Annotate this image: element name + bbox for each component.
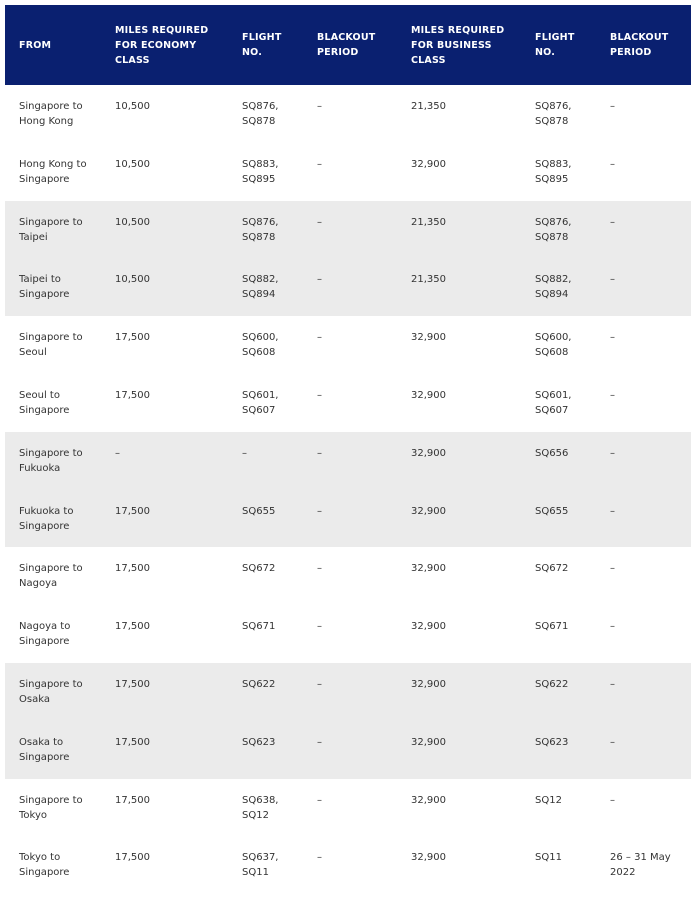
cell-economy-miles: [101, 432, 228, 490]
cell-text: Singapore: [19, 173, 70, 185]
cell-text: 32,900: [411, 621, 446, 633]
cell-business-blackout: [596, 201, 691, 259]
table-row: [5, 143, 691, 201]
cell-text: Nagoya: [19, 578, 58, 590]
table-row: [5, 490, 691, 548]
cell-economy-flight-no: [228, 143, 303, 201]
cell-text: SQ878: [242, 116, 276, 127]
cell-text: Singapore to: [19, 678, 83, 690]
cell-text: Singapore: [19, 404, 70, 416]
cell-text: 32,900: [411, 505, 446, 517]
cell-business-miles: [397, 143, 521, 201]
cell-from: [5, 836, 101, 894]
cell-text: SQ600,: [242, 332, 279, 344]
cell-text: 17,500: [115, 852, 150, 864]
cell-business-flight-no: [521, 721, 596, 779]
cell-business-miles: [397, 201, 521, 259]
cell-economy-flight-no: [228, 663, 303, 721]
cell-business-flight-no: [521, 779, 596, 837]
cell-text: –: [317, 332, 322, 344]
cell-business-miles: [397, 432, 521, 490]
cell-economy-flight-no: [228, 605, 303, 663]
cell-economy-miles: [101, 374, 228, 432]
cell-text: Singapore to: [19, 447, 83, 459]
cell-text: SQ608: [535, 347, 569, 359]
cell-text: SQ601,: [535, 389, 572, 401]
cell-business-blackout: [596, 85, 691, 143]
cell-business-blackout: [596, 432, 691, 490]
header-text: FROM: [19, 39, 52, 51]
table-row: [5, 547, 691, 605]
award-miles-table: [5, 5, 691, 894]
cell-economy-blackout: [303, 316, 397, 374]
cell-text: –: [610, 274, 615, 286]
header-text: MILES REQUIRED: [411, 24, 505, 36]
cell-text: SQ672: [535, 563, 569, 575]
cell-economy-blackout: [303, 663, 397, 721]
cell-business-miles: [397, 547, 521, 605]
cell-text: Seoul: [19, 347, 47, 359]
cell-economy-flight-no: [228, 316, 303, 374]
table-row: [5, 779, 691, 837]
cell-text: 32,900: [411, 678, 446, 690]
cell-from: [5, 779, 101, 837]
table-row: [5, 201, 691, 259]
cell-text: Tokyo: [19, 809, 47, 821]
cell-economy-blackout: [303, 143, 397, 201]
cell-economy-flight-no: [228, 721, 303, 779]
cell-text: 10,500: [115, 158, 150, 170]
cell-text: –: [317, 158, 322, 170]
cell-text: –: [610, 332, 615, 344]
cell-economy-miles: [101, 490, 228, 548]
cell-text: 10,500: [115, 216, 150, 228]
header-text: FOR BUSINESS: [411, 39, 492, 51]
cell-text: –: [317, 852, 322, 864]
cell-text: Singapore: [19, 289, 70, 301]
cell-text: SQ895: [535, 173, 569, 185]
cell-economy-flight-no: [228, 547, 303, 605]
cell-business-miles: [397, 258, 521, 316]
cell-text: 32,900: [411, 563, 446, 575]
cell-business-miles: [397, 836, 521, 894]
cell-text: –: [610, 101, 615, 112]
cell-text: Singapore: [19, 867, 70, 879]
cell-text: 32,900: [411, 736, 446, 748]
cell-text: SQ656: [535, 447, 569, 459]
cell-business-flight-no: [521, 432, 596, 490]
cell-from: [5, 721, 101, 779]
cell-economy-miles: [101, 721, 228, 779]
cell-text: 17,500: [115, 678, 150, 690]
cell-text: 21,350: [411, 101, 446, 112]
header-economy-blackout: [303, 5, 397, 85]
cell-text: SQ883,: [242, 158, 279, 170]
table-row: [5, 605, 691, 663]
cell-business-miles: [397, 663, 521, 721]
cell-economy-flight-no: [228, 432, 303, 490]
cell-text: Osaka to: [19, 736, 64, 748]
cell-economy-blackout: [303, 836, 397, 894]
header-text: CLASS: [115, 54, 150, 66]
cell-economy-flight-no: [228, 85, 303, 143]
cell-business-flight-no: [521, 143, 596, 201]
header-business-flight-no: [521, 5, 596, 85]
cell-text: Seoul to: [19, 389, 60, 401]
header-text: NO.: [242, 47, 263, 58]
header-text: FLIGHT: [535, 32, 575, 43]
cell-text: 32,900: [411, 389, 446, 401]
header-text: BLACKOUT: [610, 32, 669, 43]
cell-economy-flight-no: [228, 374, 303, 432]
cell-text: –: [317, 678, 322, 690]
cell-text: SQ671: [242, 621, 276, 633]
cell-economy-miles: [101, 547, 228, 605]
cell-text: SQ876,: [242, 216, 279, 228]
cell-business-flight-no: [521, 374, 596, 432]
header-economy-flight-no: [228, 5, 303, 85]
award-miles-table-container: [5, 5, 691, 894]
cell-text: SQ623: [242, 736, 276, 748]
table-row: [5, 721, 691, 779]
table-row: [5, 374, 691, 432]
cell-text: SQ882,: [242, 274, 279, 286]
cell-business-miles: [397, 85, 521, 143]
cell-from: [5, 143, 101, 201]
header-text: FOR ECONOMY: [115, 39, 197, 51]
cell-text: 32,900: [411, 158, 446, 170]
cell-economy-miles: [101, 85, 228, 143]
cell-text: –: [317, 101, 322, 112]
cell-text: 17,500: [115, 505, 150, 517]
table-row: [5, 258, 691, 316]
header-text: PERIOD: [317, 47, 359, 58]
cell-text: 21,350: [411, 216, 446, 228]
cell-business-flight-no: [521, 663, 596, 721]
cell-business-blackout: [596, 374, 691, 432]
cell-economy-blackout: [303, 721, 397, 779]
cell-text: Tokyo to: [19, 852, 61, 864]
cell-text: –: [317, 794, 322, 806]
cell-text: –: [317, 447, 322, 459]
cell-text: SQ622: [242, 678, 276, 690]
cell-text: –: [317, 505, 322, 517]
cell-text: –: [610, 621, 615, 633]
cell-business-blackout: [596, 721, 691, 779]
cell-business-flight-no: [521, 258, 596, 316]
cell-text: –: [610, 216, 615, 228]
cell-text: –: [317, 736, 322, 748]
cell-business-flight-no: [521, 85, 596, 143]
cell-text: SQ638,: [242, 794, 279, 806]
cell-text: SQ12: [242, 809, 269, 821]
cell-text: 10,500: [115, 101, 150, 112]
cell-business-blackout: [596, 663, 691, 721]
cell-text: SQ671: [535, 621, 569, 633]
cell-text: SQ876,: [242, 101, 279, 112]
cell-business-flight-no: [521, 201, 596, 259]
cell-text: Singapore: [19, 751, 70, 763]
cell-text: Taipei: [19, 231, 48, 243]
header-row: [5, 5, 691, 85]
cell-text: SQ600,: [535, 332, 572, 344]
cell-text: Singapore to: [19, 794, 83, 806]
cell-text: SQ882,: [535, 274, 572, 286]
cell-text: 17,500: [115, 794, 150, 806]
cell-text: –: [610, 736, 615, 748]
cell-from: [5, 374, 101, 432]
cell-economy-flight-no: [228, 490, 303, 548]
cell-text: SQ878: [535, 116, 569, 127]
cell-text: –: [610, 447, 615, 459]
cell-business-blackout: [596, 779, 691, 837]
cell-text: 17,500: [115, 332, 150, 344]
cell-text: Fukuoka: [19, 462, 61, 474]
cell-from: [5, 490, 101, 548]
cell-text: 32,900: [411, 852, 446, 864]
header-economy-miles: [101, 5, 228, 85]
header-text: CLASS: [411, 54, 446, 66]
cell-text: Singapore to: [19, 101, 83, 112]
cell-text: SQ672: [242, 563, 276, 575]
cell-from: [5, 201, 101, 259]
cell-text: SQ876,: [535, 216, 572, 228]
cell-economy-flight-no: [228, 836, 303, 894]
cell-text: –: [115, 447, 120, 459]
cell-business-miles: [397, 490, 521, 548]
cell-text: SQ894: [535, 289, 569, 301]
cell-text: –: [317, 216, 322, 228]
cell-text: Singapore: [19, 520, 70, 532]
cell-economy-blackout: [303, 490, 397, 548]
cell-business-flight-no: [521, 490, 596, 548]
cell-text: 17,500: [115, 736, 150, 748]
header-text: NO.: [535, 47, 556, 58]
cell-text: 26 – 31 May: [610, 852, 671, 864]
cell-text: –: [317, 274, 322, 286]
cell-business-blackout: [596, 547, 691, 605]
table-row: [5, 836, 691, 894]
cell-economy-flight-no: [228, 258, 303, 316]
cell-text: SQ622: [535, 678, 569, 690]
cell-from: [5, 85, 101, 143]
cell-text: 32,900: [411, 332, 446, 344]
cell-text: –: [242, 447, 247, 459]
cell-economy-miles: [101, 316, 228, 374]
cell-text: Fukuoka to: [19, 505, 74, 517]
cell-text: –: [610, 158, 615, 170]
cell-text: Hong Kong: [19, 116, 74, 127]
cell-text: 2022: [610, 867, 636, 879]
cell-business-flight-no: [521, 836, 596, 894]
cell-text: SQ883,: [535, 158, 572, 170]
cell-from: [5, 258, 101, 316]
cell-text: SQ655: [242, 505, 276, 517]
cell-text: 17,500: [115, 621, 150, 633]
cell-business-flight-no: [521, 547, 596, 605]
cell-text: –: [317, 563, 322, 575]
cell-text: SQ608: [242, 347, 276, 359]
cell-text: 10,500: [115, 274, 150, 286]
table-body: [5, 85, 691, 894]
cell-text: 17,500: [115, 563, 150, 575]
cell-text: Taipei to: [19, 274, 61, 286]
cell-economy-blackout: [303, 779, 397, 837]
cell-text: SQ637,: [242, 852, 279, 864]
cell-business-blackout: [596, 605, 691, 663]
cell-text: SQ607: [535, 404, 569, 416]
cell-economy-miles: [101, 201, 228, 259]
cell-text: SQ894: [242, 289, 276, 301]
cell-text: Singapore to: [19, 216, 83, 228]
table-row: [5, 316, 691, 374]
cell-text: SQ895: [242, 173, 276, 185]
cell-text: –: [317, 389, 322, 401]
cell-text: Singapore to: [19, 332, 83, 344]
header-from: [5, 5, 101, 85]
cell-text: Singapore: [19, 636, 70, 648]
cell-business-miles: [397, 374, 521, 432]
cell-text: –: [610, 563, 615, 575]
cell-text: Hong Kong to: [19, 158, 87, 170]
cell-text: SQ876,: [535, 101, 572, 112]
cell-economy-miles: [101, 143, 228, 201]
header-text: PERIOD: [610, 47, 652, 58]
cell-business-flight-no: [521, 605, 596, 663]
cell-text: –: [317, 621, 322, 633]
cell-from: [5, 547, 101, 605]
cell-business-miles: [397, 721, 521, 779]
cell-economy-blackout: [303, 605, 397, 663]
cell-economy-miles: [101, 779, 228, 837]
cell-economy-miles: [101, 605, 228, 663]
cell-text: Singapore to: [19, 563, 83, 575]
cell-business-miles: [397, 316, 521, 374]
cell-text: SQ607: [242, 404, 276, 416]
cell-business-flight-no: [521, 316, 596, 374]
cell-text: 32,900: [411, 794, 446, 806]
header-business-blackout: [596, 5, 691, 85]
cell-economy-blackout: [303, 432, 397, 490]
header-business-miles: [397, 5, 521, 85]
cell-economy-blackout: [303, 374, 397, 432]
cell-business-blackout: [596, 490, 691, 548]
cell-text: SQ878: [535, 231, 569, 243]
table-header: [5, 5, 691, 85]
header-text: MILES REQUIRED: [115, 24, 209, 36]
cell-text: SQ655: [535, 505, 569, 517]
cell-text: SQ11: [242, 867, 269, 879]
cell-economy-miles: [101, 663, 228, 721]
header-text: BLACKOUT: [317, 32, 376, 43]
cell-from: [5, 663, 101, 721]
cell-economy-blackout: [303, 547, 397, 605]
cell-economy-blackout: [303, 201, 397, 259]
table-row: [5, 85, 691, 143]
cell-business-blackout: [596, 143, 691, 201]
cell-text: 21,350: [411, 274, 446, 286]
cell-economy-blackout: [303, 85, 397, 143]
cell-economy-flight-no: [228, 779, 303, 837]
cell-business-blackout: [596, 316, 691, 374]
cell-from: [5, 432, 101, 490]
cell-text: 32,900: [411, 447, 446, 459]
cell-text: Nagoya to: [19, 621, 71, 633]
cell-text: SQ601,: [242, 389, 279, 401]
cell-from: [5, 605, 101, 663]
cell-text: SQ11: [535, 852, 562, 864]
cell-economy-flight-no: [228, 201, 303, 259]
cell-text: –: [610, 389, 615, 401]
cell-business-blackout: [596, 836, 691, 894]
cell-text: –: [610, 505, 615, 517]
cell-business-miles: [397, 779, 521, 837]
cell-text: SQ878: [242, 231, 276, 243]
table-row: [5, 432, 691, 490]
cell-text: –: [610, 678, 615, 690]
table-row: [5, 663, 691, 721]
cell-text: SQ12: [535, 794, 562, 806]
cell-text: SQ623: [535, 736, 569, 748]
cell-text: –: [610, 794, 615, 806]
cell-text: Osaka: [19, 693, 50, 705]
cell-from: [5, 316, 101, 374]
cell-business-blackout: [596, 258, 691, 316]
header-text: FLIGHT: [242, 32, 282, 43]
cell-text: 17,500: [115, 389, 150, 401]
cell-economy-miles: [101, 258, 228, 316]
cell-economy-blackout: [303, 258, 397, 316]
cell-business-miles: [397, 605, 521, 663]
cell-economy-miles: [101, 836, 228, 894]
